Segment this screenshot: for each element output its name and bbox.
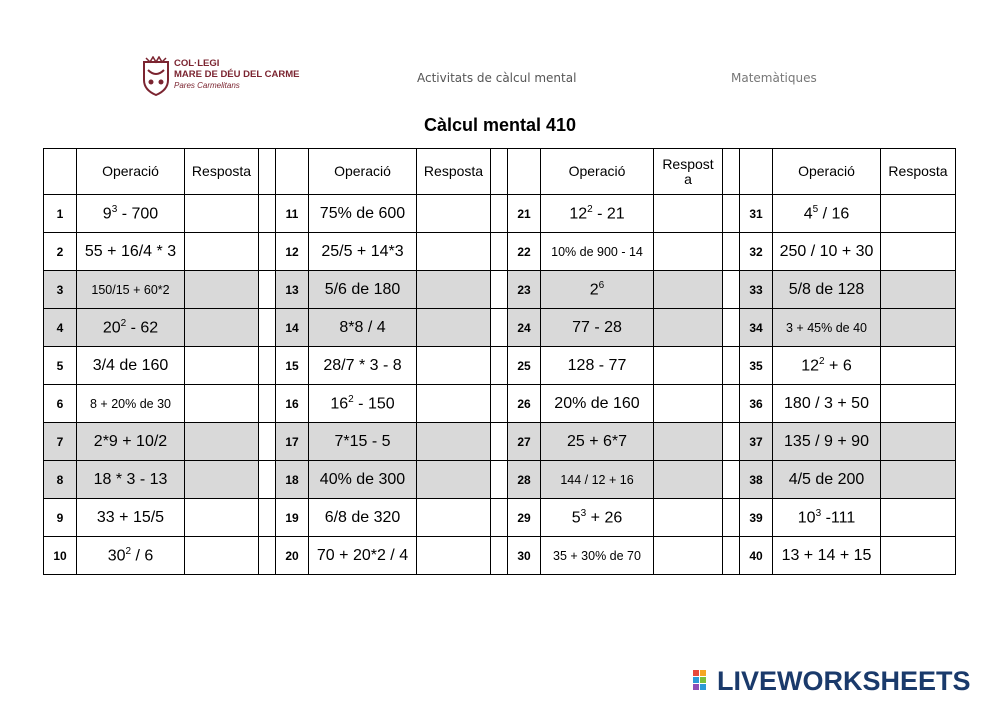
operation-exponent: 2 <box>120 317 127 329</box>
operation-base: 2 <box>589 281 599 299</box>
operation-rest: - 21 <box>592 205 625 223</box>
column-gap <box>491 461 508 499</box>
exercise-operation <box>541 271 654 309</box>
answer-field[interactable] <box>417 271 491 309</box>
exercise-operation: 7*15 - 5 <box>309 423 417 461</box>
table-row <box>44 537 956 575</box>
exercise-operation: 28/7 * 3 - 8 <box>309 347 417 385</box>
header-number-cell <box>508 149 541 195</box>
exercise-operation <box>773 347 881 385</box>
exercise-operation: 33 + 15/5 <box>77 499 185 537</box>
exercise-number: 26 <box>508 385 541 423</box>
operation-exponent: 2 <box>125 545 132 557</box>
answer-field[interactable] <box>654 347 723 385</box>
column-gap <box>259 537 276 575</box>
exercise-table <box>43 148 956 575</box>
header-number-cell <box>44 149 77 195</box>
operation-exponent: 2 <box>587 203 593 215</box>
operation-base: 16 <box>330 395 349 413</box>
exercise-number: 33 <box>740 271 773 309</box>
answer-field[interactable] <box>881 233 956 271</box>
exercise-number: 3 <box>44 271 77 309</box>
operation-base: 12 <box>801 357 820 375</box>
exercise-number: 15 <box>276 347 309 385</box>
column-gap <box>491 271 508 309</box>
answer-field[interactable] <box>881 461 956 499</box>
exercise-operation: 250 / 10 + 30 <box>773 233 881 271</box>
logo-block-icon <box>693 670 699 676</box>
exercise-number: 35 <box>740 347 773 385</box>
exercise-operation: 70 + 20*2 / 4 <box>309 537 417 575</box>
operation-rest: / 16 <box>818 205 850 223</box>
exercise-operation: 180 / 3 + 50 <box>773 385 881 423</box>
operation-rest: + 6 <box>824 357 852 375</box>
school-name-line1: COL·LEGI <box>174 58 220 69</box>
column-gap <box>259 309 276 347</box>
answer-field[interactable] <box>881 195 956 233</box>
exercise-number: 28 <box>508 461 541 499</box>
page-title: Càlcul mental 410 <box>423 115 577 135</box>
answer-field[interactable] <box>185 195 259 233</box>
exercise-operation <box>773 499 881 537</box>
column-gap <box>723 385 740 423</box>
answer-field[interactable] <box>654 499 723 537</box>
operation-rest: - 700 <box>117 205 159 223</box>
exercise-operation <box>77 195 185 233</box>
answer-field[interactable] <box>185 537 259 575</box>
operation-base: 12 <box>569 205 588 223</box>
column-gap <box>259 347 276 385</box>
exercise-operation: 6/8 de 320 <box>309 499 417 537</box>
exercise-operation <box>77 537 185 575</box>
column-gap <box>259 195 276 233</box>
exercise-number: 21 <box>508 195 541 233</box>
answer-field[interactable] <box>881 271 956 309</box>
column-gap <box>723 347 740 385</box>
answer-field[interactable] <box>881 499 956 537</box>
exercise-operation: 75% de 600 <box>309 195 417 233</box>
column-gap <box>723 233 740 271</box>
school-crest-icon <box>142 56 170 96</box>
answer-field[interactable] <box>881 423 956 461</box>
answer-field[interactable] <box>185 461 259 499</box>
exercise-operation: 18 * 3 - 13 <box>77 461 185 499</box>
operation-base: 30 <box>107 547 126 565</box>
exercise-operation: 5/8 de 128 <box>773 271 881 309</box>
exercise-number: 6 <box>44 385 77 423</box>
operation-rest: / 6 <box>131 547 154 565</box>
exercise-number: 12 <box>276 233 309 271</box>
table-row <box>44 195 956 233</box>
column-gap <box>491 385 508 423</box>
exercise-number: 19 <box>276 499 309 537</box>
operation-base: 10 <box>797 509 816 527</box>
answer-field[interactable] <box>185 423 259 461</box>
answer-field[interactable] <box>654 461 723 499</box>
exercise-number: 11 <box>276 195 309 233</box>
exercise-number: 9 <box>44 499 77 537</box>
table-row <box>44 271 956 309</box>
table-row <box>44 385 956 423</box>
logo-block-icon <box>700 677 706 683</box>
exercise-number: 39 <box>740 499 773 537</box>
column-gap <box>491 149 508 195</box>
exercise-number: 22 <box>508 233 541 271</box>
logo-block-icon <box>700 684 706 690</box>
operation-exponent: 3 <box>111 203 118 215</box>
table-row <box>44 309 956 347</box>
exercise-number: 2 <box>44 233 77 271</box>
answer-field[interactable] <box>417 195 491 233</box>
answer-field[interactable] <box>417 309 491 347</box>
exercise-number: 37 <box>740 423 773 461</box>
exercise-operation: 4/5 de 200 <box>773 461 881 499</box>
answer-field[interactable] <box>185 347 259 385</box>
subject-label: Matemàtiques <box>731 71 817 85</box>
exercise-operation: 35 + 30% de 70 <box>541 537 654 575</box>
exercise-number: 30 <box>508 537 541 575</box>
exercise-number: 40 <box>740 537 773 575</box>
answer-field[interactable] <box>654 271 723 309</box>
table-row <box>44 461 956 499</box>
liveworksheets-brand: LIVEWORKSHEETS <box>717 666 971 696</box>
answer-field[interactable] <box>417 499 491 537</box>
operation-base: 9 <box>102 205 112 223</box>
exercise-number: 16 <box>276 385 309 423</box>
exercise-operation: 25/5 + 14*3 <box>309 233 417 271</box>
answer-field[interactable] <box>881 347 956 385</box>
answer-field[interactable] <box>417 385 491 423</box>
header-operation: Operació <box>309 149 417 195</box>
column-gap <box>259 499 276 537</box>
operation-exponent: 5 <box>812 203 819 215</box>
answer-field[interactable] <box>654 233 723 271</box>
exercise-operation <box>773 195 881 233</box>
column-gap <box>491 347 508 385</box>
column-gap <box>259 461 276 499</box>
answer-field[interactable] <box>417 461 491 499</box>
answer-field[interactable] <box>654 385 723 423</box>
exercise-number: 34 <box>740 309 773 347</box>
answer-field[interactable] <box>417 537 491 575</box>
answer-field[interactable] <box>185 233 259 271</box>
exercise-operation <box>541 195 654 233</box>
operation-rest: - 62 <box>126 319 159 337</box>
answer-field[interactable] <box>417 423 491 461</box>
column-gap <box>491 309 508 347</box>
answer-field[interactable] <box>185 309 259 347</box>
column-gap <box>491 195 508 233</box>
exercise-operation: 135 / 9 + 90 <box>773 423 881 461</box>
logo-block-icon <box>693 677 699 683</box>
column-gap <box>259 233 276 271</box>
exercise-operation <box>77 309 185 347</box>
exercise-number: 20 <box>276 537 309 575</box>
operation-exponent: 2 <box>348 393 354 405</box>
exercise-operation: 77 - 28 <box>541 309 654 347</box>
answer-field[interactable] <box>654 195 723 233</box>
operation-base: 4 <box>803 205 813 223</box>
header-number-cell <box>740 149 773 195</box>
column-gap <box>259 385 276 423</box>
answer-field[interactable] <box>185 385 259 423</box>
table-row <box>44 499 956 537</box>
exercise-number: 4 <box>44 309 77 347</box>
operation-exponent: 2 <box>819 355 825 367</box>
exercise-operation: 10% de 900 - 14 <box>541 233 654 271</box>
exercise-operation: 128 - 77 <box>541 347 654 385</box>
exercise-operation: 25 + 6*7 <box>541 423 654 461</box>
answer-field[interactable] <box>654 309 723 347</box>
answer-field[interactable] <box>185 271 259 309</box>
operation-rest: + 26 <box>586 509 623 527</box>
exercise-number: 18 <box>276 461 309 499</box>
column-gap <box>723 149 740 195</box>
column-gap <box>723 309 740 347</box>
column-gap <box>723 423 740 461</box>
header-answer: Resposta <box>417 149 491 195</box>
exercise-operation: 144 / 12 + 16 <box>541 461 654 499</box>
answer-field[interactable] <box>417 347 491 385</box>
table-row <box>44 233 956 271</box>
operation-exponent: 6 <box>598 279 605 291</box>
exercise-number: 13 <box>276 271 309 309</box>
exercise-operation <box>541 499 654 537</box>
answer-field[interactable] <box>881 309 956 347</box>
exercise-number: 10 <box>44 537 77 575</box>
exercise-operation: 3/4 de 160 <box>77 347 185 385</box>
column-gap <box>259 271 276 309</box>
answer-field[interactable] <box>417 233 491 271</box>
school-name-line3: Pares Carmelitans <box>174 81 240 90</box>
exercise-number: 29 <box>508 499 541 537</box>
exercise-number: 27 <box>508 423 541 461</box>
exercise-number: 14 <box>276 309 309 347</box>
exercise-operation <box>309 385 417 423</box>
activity-label: Activitats de càlcul mental <box>417 71 577 85</box>
exercise-operation: 13 + 14 + 15 <box>773 537 881 575</box>
exercise-operation: 3 + 45% de 40 <box>773 309 881 347</box>
exercise-operation: 8 + 20% de 30 <box>77 385 185 423</box>
column-gap <box>259 149 276 195</box>
operation-rest: -111 <box>821 509 856 527</box>
exercise-number: 23 <box>508 271 541 309</box>
operation-base: 20 <box>102 319 121 337</box>
operation-base: 5 <box>571 509 581 527</box>
exercise-number: 5 <box>44 347 77 385</box>
exercise-number: 7 <box>44 423 77 461</box>
exercise-number: 8 <box>44 461 77 499</box>
exercise-operation: 55 + 16/4 * 3 <box>77 233 185 271</box>
exercise-number: 25 <box>508 347 541 385</box>
header-operation: Operació <box>77 149 185 195</box>
answer-field[interactable] <box>881 537 956 575</box>
exercise-number: 38 <box>740 461 773 499</box>
exercise-number: 1 <box>44 195 77 233</box>
exercise-operation: 5/6 de 180 <box>309 271 417 309</box>
answer-field[interactable] <box>185 499 259 537</box>
column-gap <box>723 271 740 309</box>
answer-field[interactable] <box>654 537 723 575</box>
column-gap <box>491 233 508 271</box>
school-logo <box>142 56 312 98</box>
operation-exponent: 3 <box>580 507 587 519</box>
header-operation: Operació <box>541 149 654 195</box>
answer-field[interactable] <box>881 385 956 423</box>
exercise-number: 31 <box>740 195 773 233</box>
exercise-number: 36 <box>740 385 773 423</box>
column-gap <box>723 499 740 537</box>
header-answer-wrapped: Respost a <box>654 149 723 195</box>
exercise-operation: 40% de 300 <box>309 461 417 499</box>
column-gap <box>491 423 508 461</box>
logo-block-icon <box>700 670 706 676</box>
header-answer: Resposta <box>881 149 956 195</box>
exercise-operation: 8*8 / 4 <box>309 309 417 347</box>
table-row <box>44 347 956 385</box>
exercise-operation: 150/15 + 60*2 <box>77 271 185 309</box>
operation-rest: - 150 <box>353 395 395 413</box>
answer-field[interactable] <box>654 423 723 461</box>
column-gap <box>491 499 508 537</box>
column-gap <box>723 461 740 499</box>
table-header-row <box>44 149 956 195</box>
exercise-number: 24 <box>508 309 541 347</box>
column-gap <box>723 537 740 575</box>
header-operation: Operació <box>773 149 881 195</box>
header-number-cell <box>276 149 309 195</box>
header-answer: Resposta <box>185 149 259 195</box>
logo-block-icon <box>693 684 699 690</box>
table-row <box>44 423 956 461</box>
column-gap <box>491 537 508 575</box>
exercise-operation: 2*9 + 10/2 <box>77 423 185 461</box>
exercise-operation: 20% de 160 <box>541 385 654 423</box>
column-gap <box>259 423 276 461</box>
operation-exponent: 3 <box>815 507 822 519</box>
column-gap <box>723 195 740 233</box>
school-name-line2: MARE DE DÉU DEL CARME <box>174 69 300 80</box>
exercise-number: 17 <box>276 423 309 461</box>
exercise-number: 32 <box>740 233 773 271</box>
